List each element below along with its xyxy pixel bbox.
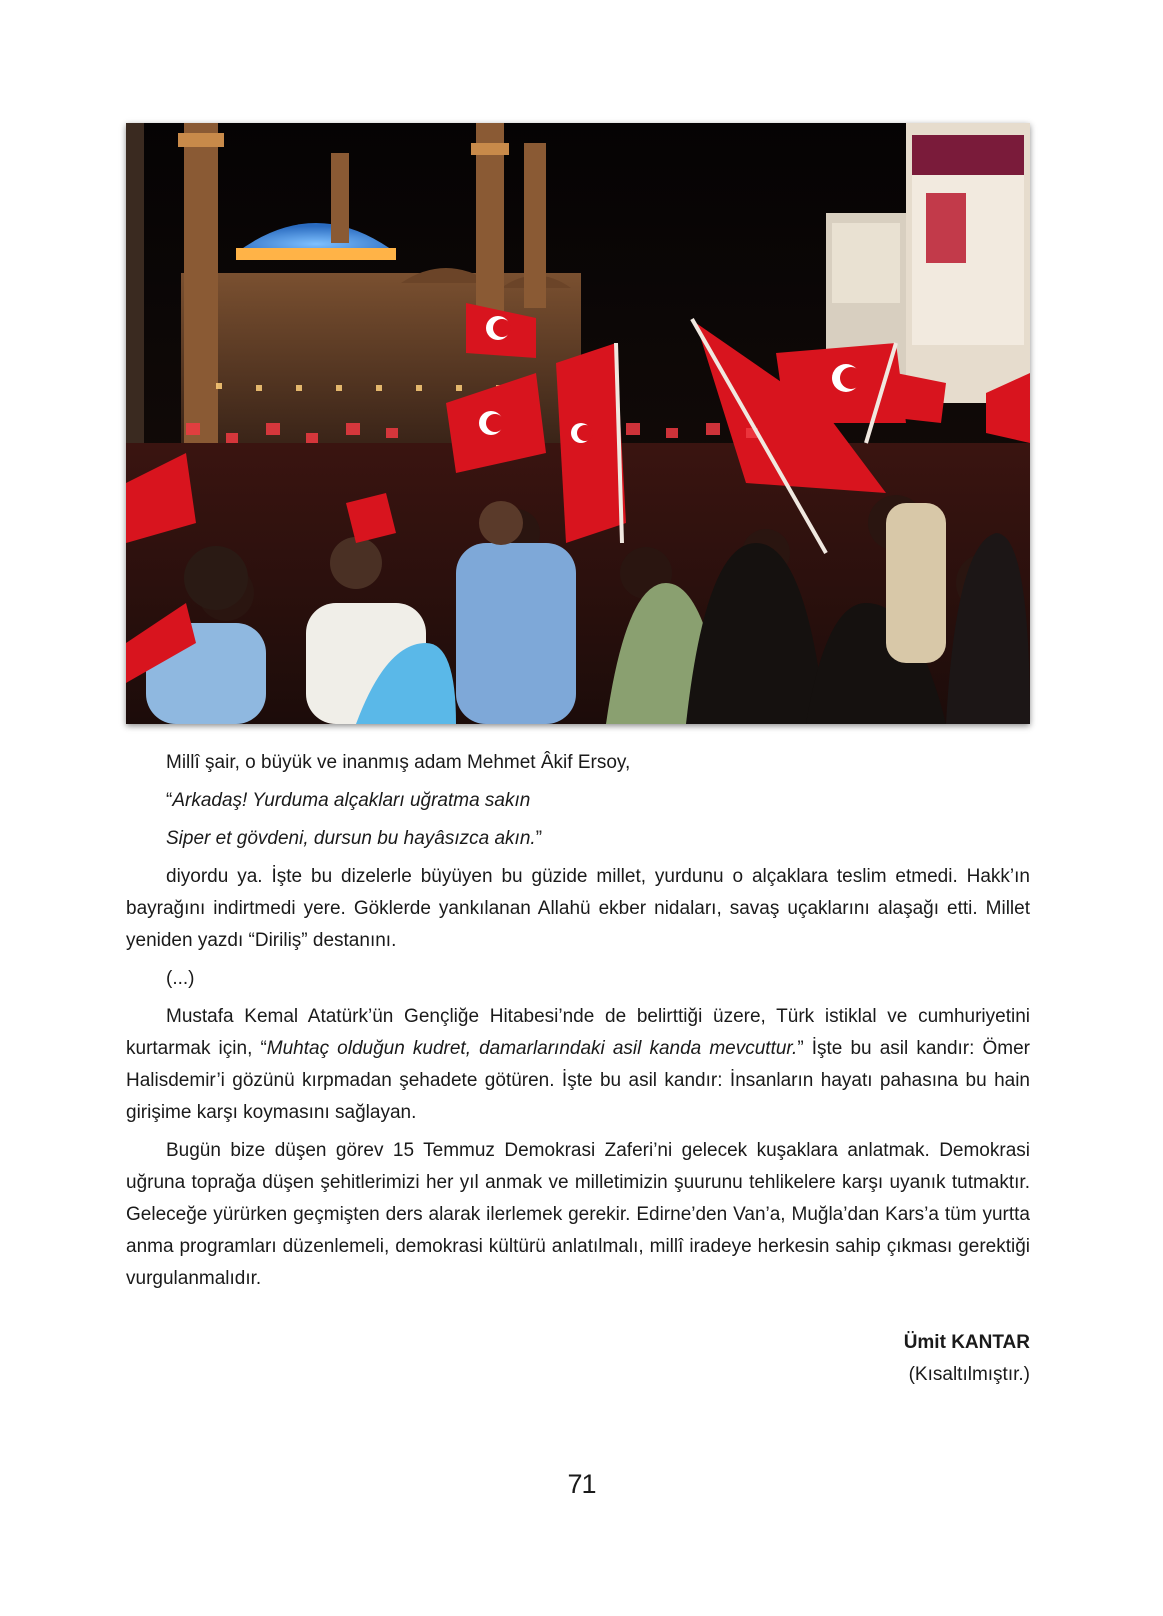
poem-line-2: Siper et gövdeni, dursun bu hayâsızca akın.”: [166, 828, 543, 849]
ellipsis: (...): [166, 968, 195, 989]
rally-photo-illustration: [126, 123, 1030, 724]
rally-photo: [126, 123, 1030, 724]
page-number: 71: [567, 1469, 596, 1499]
author-name: Ümit KANTAR: [903, 1332, 1030, 1353]
abridged-note: (Kısaltılmıştır.): [908, 1364, 1030, 1385]
article-body: [126, 747, 1030, 1295]
paragraph-1: diyordu ya. İşte bu dizelerle büyüyen bu güzide millet, yurdunu o alçaklara teslim etmedi. Hakk’ın bayrağını indirtmedi yere. Göklerde yankılanan Allahü ekber nidaları, savaş uçaklarını alaşağı etti. Millet yeniden yazdı “Diriliş” destanını.: [126, 866, 1030, 951]
paragraph-3: Bugün bize düşen görev 15 Temmuz Demokrasi Zaferi’ni gelecek kuşaklara anlatmak. Demokrasi uğruna toprağa düşen şehitlerimizi her yıl anmak ve milletimizin şuurunu tehlikelere karşı uyanık tutmaktır. Geleceğe yürürken geçmişten ders alarak ilerlemek gerekir. Edirne’den Van’a, Muğla’dan Kars’a tüm yurtta anma programları düzenlemeli, demokrasi kültürü anlatılmalı, millî iradeye herkesin sahip çıkması gerektiği vurgulanmalıdır.: [126, 1140, 1030, 1289]
intro-line: Millî şair, o büyük ve inanmış adam Mehmet Âkif Ersoy,: [166, 752, 631, 773]
author-block: [904, 1327, 1030, 1391]
paragraph-2: Mustafa Kemal Atatürk’ün Gençliğe Hitabesi’nde de belirttiği üzere, Türk istiklal ve cumhuriyetini kurtarmak için, “Muhtaç olduğun kudret, damarlarındaki asil kanda mevcuttur.” İşte bu asil kandır: Ömer Halisdemir’i gözünü kırpmadan şehadete götüren. İşte bu asil kandır: İnsanların hayatı pahasına bu hain girişime karşı koymasını sağlayan.: [126, 1006, 1031, 1123]
poem-line-1: “Arkadaş! Yurduma alçakları uğratma sakın: [166, 790, 531, 811]
